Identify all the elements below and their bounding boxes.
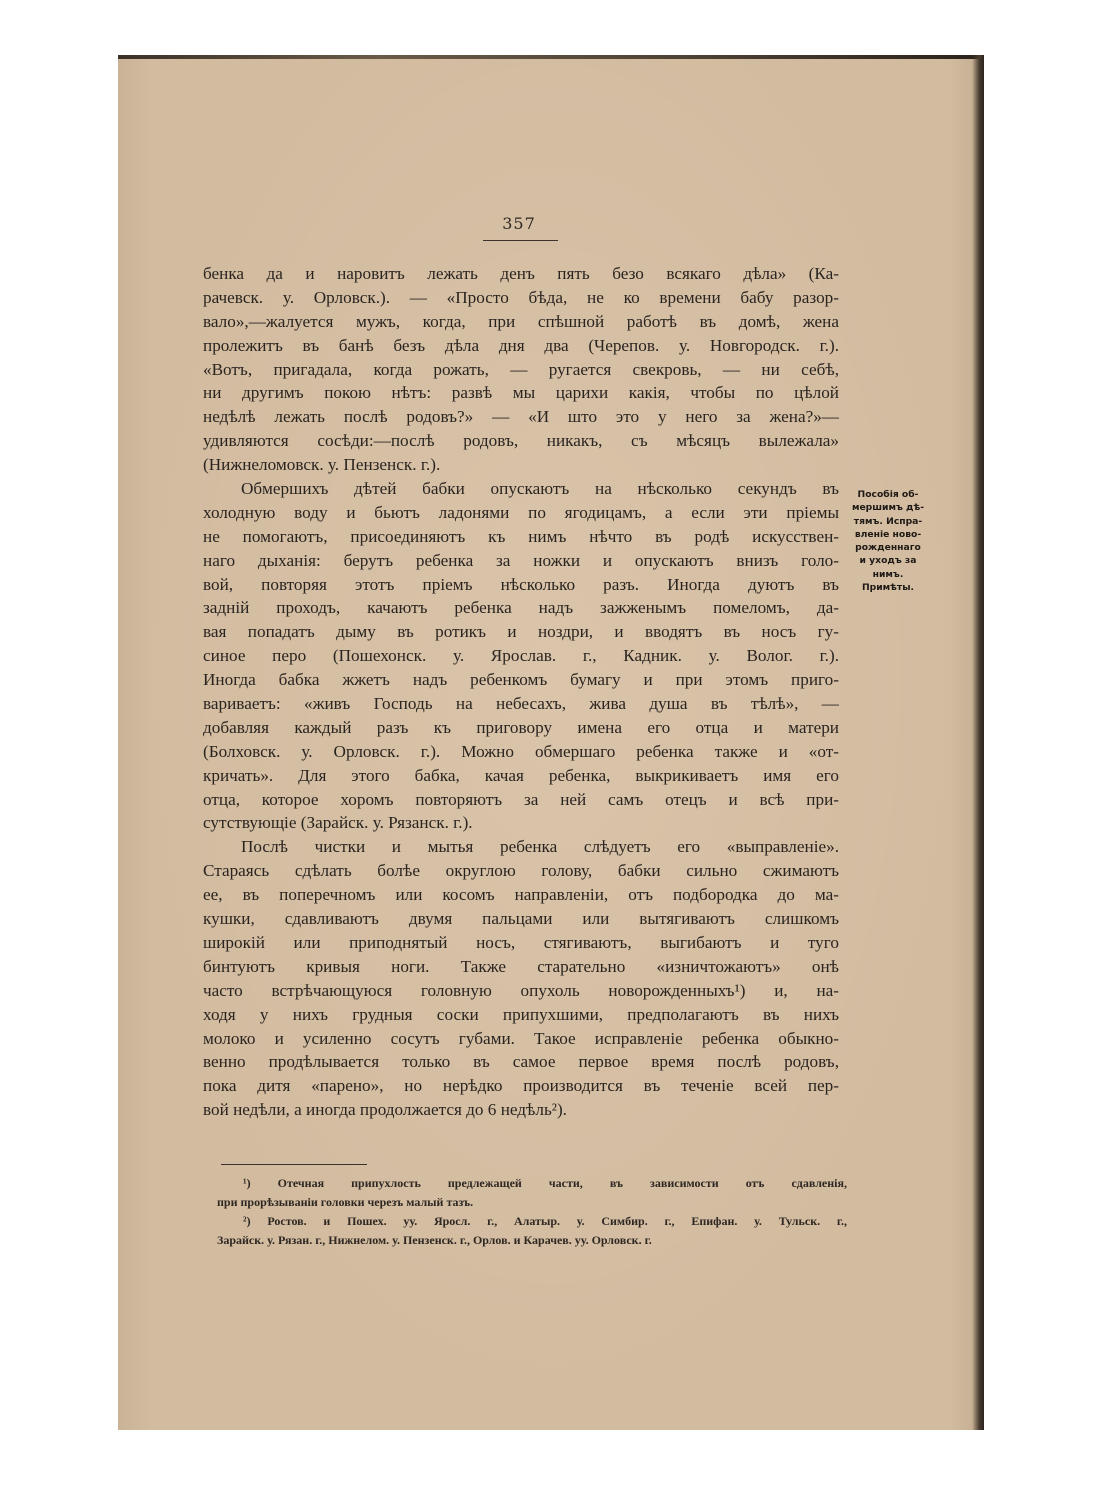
body-line: бинтуютъ кривыя ноги. Также старательно «изничтожаютъ» онѣ xyxy=(203,956,839,976)
body-line: недѣлѣ лежать послѣ родовъ?» — «И што это у него за жена?»— xyxy=(203,407,839,427)
body-line: удивляются сосѣди:—послѣ родовъ, никакъ, съ мѣсяцъ вылежала» xyxy=(203,431,839,451)
body-line: вой, повторяя этотъ пріемъ нѣсколько разъ. Иногда дуютъ въ xyxy=(203,574,839,594)
sidenote-line: мершимъ дѣ- xyxy=(851,502,925,514)
margin-sidenote xyxy=(843,488,933,594)
footnote-1-line: при прорѣзываніи головки черезъ малый тазъ. xyxy=(217,1195,474,1209)
body-line: Иногда бабка жжетъ надъ ребенкомъ бумагу и при этомъ приго- xyxy=(203,670,839,690)
body-line: сутствующіе (Зарайск. у. Рязанск. г.). xyxy=(203,813,473,833)
sidenote-line: тямъ. Испра- xyxy=(853,515,923,527)
body-line: молоко и усиленно сосутъ губами. Такое исправленіе ребенка обыкно- xyxy=(203,1028,839,1048)
footnote-1-line: ¹) Отечная припухлость предлежащей части, въ зависимости отъ сдавленія, xyxy=(243,1176,847,1190)
body-line: широкій или приподнятый носъ, стягиваютъ, выгибаютъ и туго xyxy=(203,932,839,952)
body-line: синое перо (Пошехонск. у. Ярослав. г., Кадник. у. Волог. г.). xyxy=(203,646,839,666)
paragraph-start-line: Послѣ чистки и мытья ребенка слѣдуетъ его «выправленіе». xyxy=(241,837,839,857)
body-line: вой недѣли, а иногда продолжается до 6 недѣль²). xyxy=(203,1100,567,1120)
body-line: ее, въ поперечномъ или косомъ направленіи, отъ подбородка до ма- xyxy=(203,885,839,905)
footnotes xyxy=(217,1174,847,1250)
page-number: 357 xyxy=(502,214,536,233)
body-line: (Нижнеломовск. у. Пензенск. г.). xyxy=(203,455,441,475)
book-spine-shadow xyxy=(972,55,984,1430)
body-line: добавляя каждый разъ къ приговору имена его отца и матери xyxy=(203,717,839,737)
sidenote-line: рожденнаго xyxy=(855,542,921,554)
paragraph-start-line: Обмершихъ дѣтей бабки опускаютъ на нѣсколько секундъ въ xyxy=(241,479,839,499)
footnote-2-line: Зарайск. у. Рязан. г., Нижнелом. у. Пензенск. г., Орлов. и Карачев. уу. Орловск. г. xyxy=(217,1233,652,1247)
footnote-2-line: ²) Ростов. и Пошех. уу. Яросл. г., Алатыр. у. Симбир. г., Епифан. у. Тульск. г., xyxy=(243,1214,847,1228)
body-line: рачевск. у. Орловск.). — «Просто бѣда, не ко времени бабу разор- xyxy=(203,287,839,307)
body-line: «Вотъ, пригадала, когда рожать, — ругается свекровь, — ни себѣ, xyxy=(203,359,839,379)
page-top-edge xyxy=(118,55,984,59)
body-line: (Болховск. у. Орловск. г.). Можно обмершаго ребенка также и «от- xyxy=(203,741,839,761)
sidenote-line: Примѣты. xyxy=(861,582,915,594)
body-line: венно продѣлывается только въ самое первое время послѣ родовъ, xyxy=(203,1052,839,1072)
sidenote-line: и уходъ за xyxy=(859,555,917,567)
body-line: кричать». Для этого бабка, качая ребенка, выкрикиваетъ имя его xyxy=(203,765,839,785)
body-line: пролежитъ въ банѣ безъ дѣла дня два (Черепов. у. Новгородск. г.). xyxy=(203,335,839,355)
body-line: вариваетъ: «живъ Господь на небесахъ, жива душа въ тѣлѣ», — xyxy=(203,694,839,714)
footnote-rule xyxy=(221,1164,367,1165)
body-line: Стараясь сдѣлать болѣе округлою голову, бабки сильно сжимаютъ xyxy=(203,861,839,881)
body-line: ходя у нихъ грудныя соски припухшими, предполагаютъ въ нихъ xyxy=(203,1004,839,1024)
body-line: не помогаютъ, присоединяютъ къ нимъ нѣчто въ родѣ искусствен- xyxy=(203,526,839,546)
body-line: вало»,—жалуется мужъ, когда, при спѣшной работѣ въ домѣ, жена xyxy=(203,311,839,331)
sidenote-line: нимъ. xyxy=(872,568,904,580)
body-line: отца, которое хоромъ повторяютъ за ней самъ отецъ и всѣ при- xyxy=(203,789,839,809)
body-line: задній проходъ, качаютъ ребенка надъ зажженымъ помеломъ, да- xyxy=(203,598,839,618)
sidenote-line: вленіе ново- xyxy=(854,528,922,540)
body-line: вая попадатъ дыму въ ротикъ и ноздри, и вводятъ въ носъ гу- xyxy=(203,622,839,642)
body-line: часто встрѣчающуюся головную опухоль новорожденныхъ¹) и, на- xyxy=(203,980,839,1000)
body-line: кушки, сдавливаютъ двумя пальцами или вытягиваютъ слишкомъ xyxy=(203,909,839,929)
body-line: пока дитя «парено», но нерѣдко производится въ теченіе всей пер- xyxy=(203,1076,839,1096)
body-text xyxy=(203,262,839,1122)
sidenote-line: Пособія об- xyxy=(857,489,919,500)
body-line: ни другимъ покою нѣтъ: развѣ мы царихи какія, чтобы по цѣлой xyxy=(203,383,839,403)
body-line: наго дыханія: берутъ ребенка за ножки и опускаютъ внизъ голо- xyxy=(203,550,839,570)
body-line: холодную воду и бьютъ ладонями по ягодицамъ, а если эти пріемы xyxy=(203,502,839,522)
page-number-rule xyxy=(483,240,558,241)
body-line: бенка да и наровитъ лежать денъ пять безо всякаго дѣла» (Ка- xyxy=(203,264,839,283)
